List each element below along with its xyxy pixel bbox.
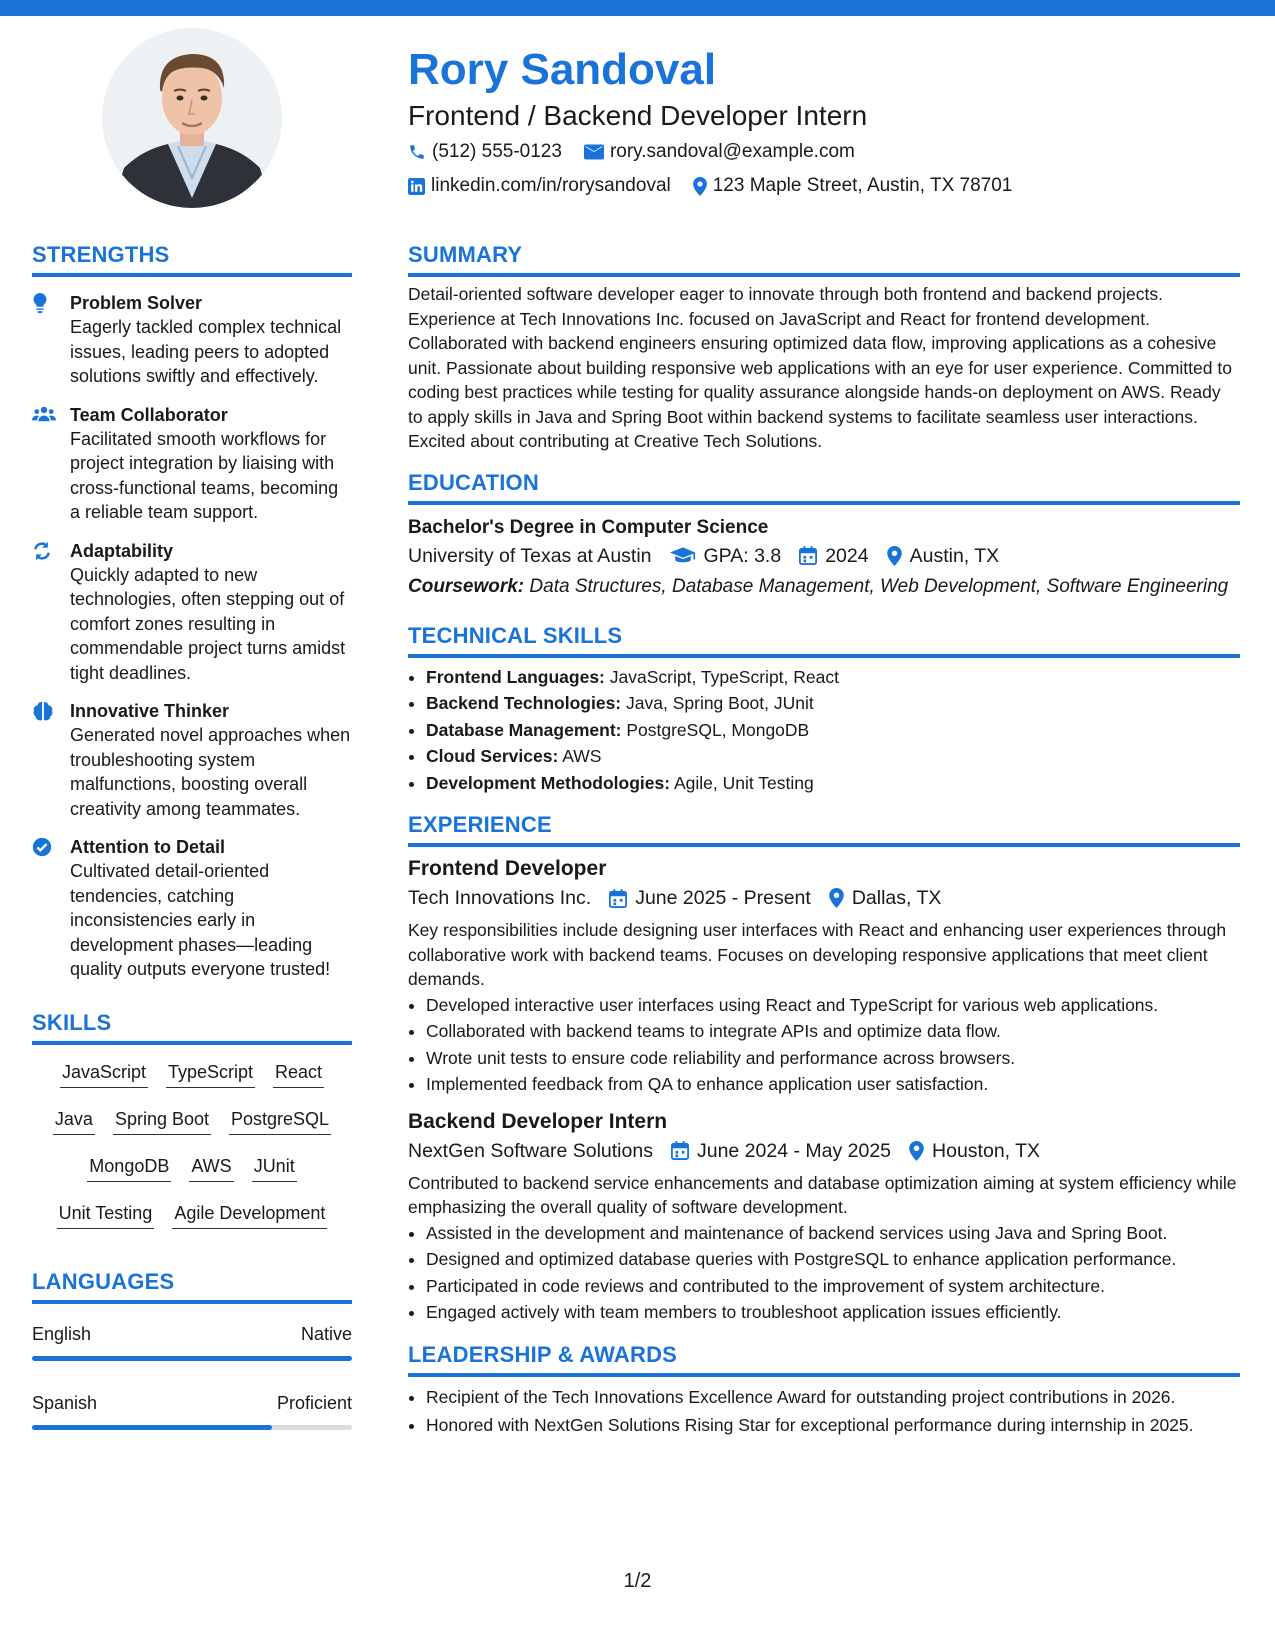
strength-title: Team Collaborator [70, 404, 228, 425]
job-title: Backend Developer Intern [408, 1109, 668, 1133]
language-bar-fill [32, 1425, 272, 1430]
profile-photo [102, 28, 282, 208]
language-bar-fill [32, 1356, 352, 1361]
email-text[interactable]: rory.sandoval@example.com [609, 141, 855, 162]
avatar-portrait [102, 28, 282, 208]
list-item [426, 770, 1240, 797]
strength-title: Innovative Thinker [70, 701, 230, 721]
refresh-icon [32, 541, 52, 561]
graduation-year: 2024 [825, 544, 869, 567]
list-item: • Recipient of the Tech Innovations Excellence Award for outstanding project contributions in 2026. [426, 1385, 1240, 1410]
skill-chip: Java [53, 1106, 95, 1135]
job-title: Frontend Developer [408, 857, 607, 880]
coursework [408, 575, 1240, 599]
phone-icon [408, 143, 426, 161]
languages-heading: LANGUAGES [32, 1267, 352, 1304]
awards-heading: LEADERSHIP & AWARDS [408, 1340, 1240, 1377]
list-item: • Engaged actively with team members to troubleshoot application issues efficiently. [426, 1299, 1240, 1326]
degree-title: Bachelor's Degree in Computer Science [408, 516, 769, 538]
page-number: 1/2 [623, 1570, 652, 1592]
skill-chip: Unit Testing [57, 1200, 155, 1229]
check-circle-icon [32, 837, 52, 857]
strength-desc: Quickly adapted to new technologies, often stepping out of comfort zones resulting in commendable project turns amidst tight deadlines. [70, 564, 346, 683]
school-name: University of Texas at Austin [408, 544, 652, 567]
job-description: Key responsibilities include designing user interfaces with React and enhancing user experiences through collaborative work with backend teams. Focuses on developing responsive applications that meet client demands. [408, 920, 1227, 989]
skill-category: Frontend Languages: [426, 666, 605, 687]
technical-skills-heading: TECHNICAL SKILLS [408, 621, 1240, 658]
map-pin-icon [829, 888, 844, 908]
job-dates: June 2024 - May 2025 [696, 1139, 892, 1162]
resume-header [408, 42, 1248, 202]
list-item [426, 664, 1240, 691]
right-column [408, 240, 1240, 1438]
lightbulb-icon [32, 293, 48, 313]
strength-desc: Facilitated smooth workflows for project integration by liaising with cross-functional teams, becoming a reliable team support. [70, 428, 339, 522]
top-accent-bar [0, 0, 1275, 16]
job-location: Dallas, TX [851, 887, 942, 909]
skill-chip: AWS [189, 1153, 233, 1182]
strength-desc: Generated novel approaches when troubleshooting system malfunctions, boosting overall creativity among teammates. [70, 725, 351, 819]
strengths-heading: STRENGTHS [32, 240, 352, 277]
strength-item [32, 539, 352, 686]
contact-line-1 [408, 136, 1248, 168]
language-name: Spanish [32, 1392, 98, 1413]
skill-values: Agile, Unit Testing [673, 772, 814, 793]
map-pin-icon [909, 1141, 924, 1161]
linkedin-text[interactable]: linkedin.com/in/rorysandoval [431, 175, 671, 196]
summary-text: Detail-oriented software developer eager to innovate through both frontend and backend projects. Experience at Tech Innovations Inc. focused on JavaScript and React for frontend development. Collaborated with backend engineers ensuring optimized data flow, improving applications as a cohesive unit. Passionate about building responsive web applications with an eye for user experience. Committed to coding best practices while testing for quality assurance alongside hands-on deployment on AWS. Ready to apply skills in Java and Spring Boot within backend systems to facilitate seamless user interactions. Excited about contributing at Creative Tech Solutions. [408, 284, 1232, 451]
brain-icon [32, 701, 54, 721]
job-description: Contributed to backend service enhancements and database optimization aiming at system efficiency while emphasizing the overall quality of software development. [408, 1172, 1237, 1217]
skills-chips [32, 1059, 352, 1229]
calendar-icon [609, 889, 627, 908]
experience-heading: EXPERIENCE [408, 810, 1240, 847]
strength-item [32, 291, 352, 389]
language-item [32, 1322, 352, 1361]
strength-title: Adaptability [70, 540, 174, 561]
strength-desc: Cultivated detail-oriented tendencies, catching inconsistencies early in development phases—leading quality outputs everyone trusted! [70, 861, 331, 979]
list-item: • Participated in code reviews and contributed to the improvement of system architecture. [426, 1273, 1240, 1300]
skill-values: Java, Spring Boot, JUnit [626, 693, 814, 713]
skill-category: Database Management: [426, 719, 622, 740]
calendar-icon [799, 546, 817, 565]
job-location: Houston, TX [932, 1139, 1041, 1162]
linkedin-contact[interactable] [408, 170, 671, 202]
address-text: 123 Maple Street, Austin, TX 78701 [712, 175, 1013, 196]
gpa-text: GPA: 3.8 [703, 544, 782, 567]
education-meta [408, 541, 1240, 571]
job-meta [408, 883, 1240, 913]
awards-list [408, 1385, 1240, 1438]
envelope-icon [584, 144, 604, 160]
coursework-list: Data Structures, Database Management, Web Development, Software Engineering [529, 575, 1229, 597]
list-item: • Implemented feedback from QA to enhance application user satisfaction. [426, 1071, 1240, 1098]
contact-line-2 [408, 170, 1248, 202]
language-level: Proficient [276, 1392, 352, 1413]
phone-contact [408, 136, 562, 168]
list-item: • Honored with NextGen Solutions Rising Star for exceptional performance during internship in 2025. [426, 1413, 1240, 1438]
language-bar [32, 1425, 352, 1430]
education-heading: EDUCATION [408, 468, 1240, 505]
list-item: • Developed interactive user interfaces using React and TypeScript for various web applications. [426, 992, 1240, 1019]
skill-category: Backend Technologies: [426, 693, 622, 713]
linkedin-icon [408, 178, 425, 195]
strength-item [32, 403, 352, 525]
users-icon [32, 405, 56, 423]
company-name: Tech Innovations Inc. [408, 887, 592, 909]
skill-category: Cloud Services: [426, 746, 559, 766]
job-bullets [408, 992, 1240, 1098]
phone-text: (512) 555-0123 [432, 141, 562, 162]
language-name: English [32, 1323, 92, 1344]
skill-chip: Agile Development [172, 1200, 327, 1229]
skill-values: PostgreSQL, MongoDB [626, 719, 810, 740]
left-column [32, 240, 352, 1430]
skill-chip: MongoDB [87, 1153, 171, 1182]
skill-category: Development Methodologies: [426, 772, 671, 793]
strength-title: Attention to Detail [70, 837, 225, 857]
skill-values: JavaScript, TypeScript, React [609, 666, 839, 687]
address-contact [693, 170, 1013, 202]
skills-heading: SKILLS [32, 1008, 352, 1045]
list-item: • Designed and optimized database queries with PostgreSQL to enhance application performance. [426, 1246, 1240, 1273]
skill-chip: PostgreSQL [229, 1106, 331, 1135]
list-item: • Wrote unit tests to ensure code reliability and performance across browsers. [426, 1045, 1240, 1072]
candidate-title: Frontend / Backend Developer Intern [408, 100, 868, 131]
skill-chip: TypeScript [166, 1059, 255, 1088]
list-item [426, 743, 1240, 770]
list-item: • Collaborated with backend teams to integrate APIs and optimize data flow. [426, 1018, 1240, 1045]
education-location: Austin, TX [909, 544, 1000, 567]
candidate-name: Rory Sandoval [408, 45, 717, 94]
job-entry [408, 855, 1240, 1098]
language-level: Native [300, 1323, 352, 1344]
graduation-cap-icon [670, 547, 696, 565]
strength-desc: Eagerly tackled complex technical issues, leading peers to adopted solutions swiftly and effectively. [70, 317, 342, 386]
strength-item [32, 699, 352, 821]
language-bar [32, 1356, 352, 1361]
list-item: • Assisted in the development and maintenance of backend services using Java and Spring Boot. [426, 1220, 1240, 1247]
skill-chip: Spring Boot [113, 1106, 211, 1135]
company-name: NextGen Software Solutions [408, 1139, 653, 1162]
email-contact[interactable] [584, 136, 855, 168]
skill-chip: JavaScript [60, 1059, 148, 1088]
summary-heading: SUMMARY [408, 240, 1240, 277]
technical-skills-list [408, 664, 1240, 797]
calendar-icon [671, 1141, 689, 1160]
map-pin-icon [693, 177, 707, 196]
strength-item [32, 835, 352, 982]
list-item [426, 690, 1240, 717]
language-item [32, 1391, 352, 1430]
job-dates: June 2025 - Present [635, 887, 811, 909]
skill-chip: JUnit [252, 1153, 297, 1182]
list-item [426, 717, 1240, 744]
map-pin-icon [887, 546, 902, 566]
skill-chip: React [273, 1059, 324, 1088]
strength-title: Problem Solver [70, 293, 203, 313]
strengths-list [32, 291, 352, 982]
job-entry [408, 1108, 1240, 1326]
job-bullets [408, 1220, 1240, 1326]
job-meta [408, 1136, 1240, 1166]
skill-values: AWS [562, 746, 602, 766]
coursework-label: Coursework: [408, 575, 525, 597]
